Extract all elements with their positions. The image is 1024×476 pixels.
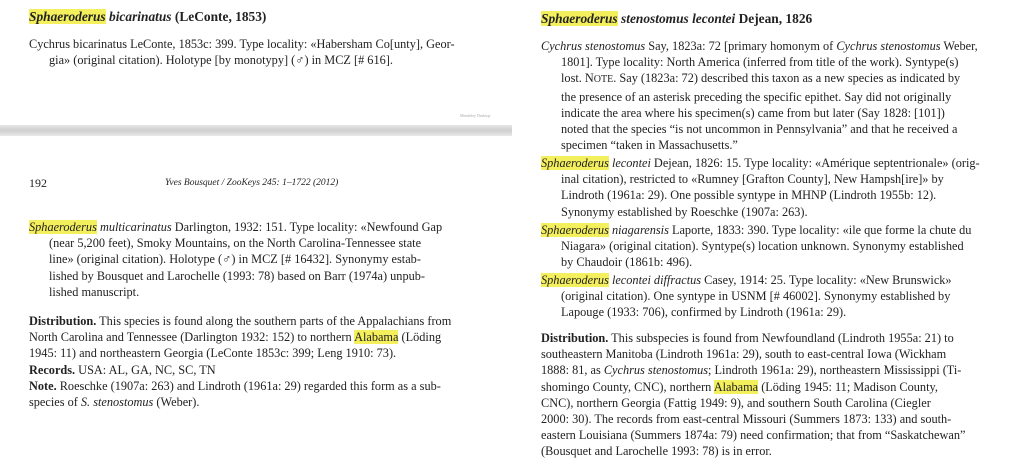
entry-line: (near 5,200 feet), Smoky Mountains, on the North Carolina-Tennessee state [49, 236, 422, 251]
running-head: Yves Bousquet / ZooKeys 245: 1–1722 (2012) [165, 178, 339, 188]
heading-author: Dejean, 1826 [738, 11, 813, 26]
syn1-line-3: lost. NOTE. Say (1823a: 72) described this taxon as a new species as indicated by [561, 71, 961, 86]
entry-line-first: Sphaeroderus multicarinatus Darlington, 1932: 151. Type locality: «Newfound Gap [29, 220, 443, 234]
page-number: 192 [29, 176, 47, 190]
species-name: stenostomus lecontei [621, 11, 736, 26]
synonym-line: Cychrus bicarinatus LeConte, 1853c: 399. Type locality: «Habersham Co[unty], Geor- [29, 37, 455, 51]
species-heading-lecontei [541, 11, 812, 27]
entry-line: line» (original citation). Holotype (♂) in MCZ [# 16432]. Synonymy estab- [49, 252, 421, 267]
genus-name: Sphaeroderus [541, 11, 618, 26]
synonym-block-stenostomus [541, 38, 1011, 153]
note-line-2: species of S. stenostomus (Weber). [29, 395, 200, 410]
distribution-line: southeastern Manitoba (Lindroth 1961a: 29), south to east-central Iowa (Wickham [541, 347, 947, 362]
distribution-line: CNC), northern Georgia (Fattig 1949: 9), and southern South Carolina (Ciegler [541, 395, 931, 410]
note-line: Roeschke (1907a: 263) and Lindroth (1961a: 29) regarded this form as a sub- [56, 378, 441, 393]
distribution-section [541, 330, 1016, 460]
syn1-line-1: Cychrus stenostomus Say, 1823a: 72 [primary homonym of Cychrus stenostomus Weber, [541, 39, 978, 53]
species-name: bicarinatus [109, 9, 172, 24]
syn1-line: 1801]. Type locality: North America (inferred from title of the work). Syntype(s) [561, 55, 959, 70]
syn4-line: (original citation). One syntype in USNM [# 46002]. Synonymy established by [561, 289, 951, 304]
syn3-line: Niagara» (original citation). Syntype(s) location unknown. Synonymy established [561, 239, 964, 254]
synonym-block-multicarinatus [29, 219, 499, 300]
records-text: USA: AL, GA, NC, SC, TN [75, 362, 216, 377]
synonym-line: gia» (original citation). Holotype [by monotypy] (♂) in MCZ [# 616]. [49, 53, 393, 68]
watermark: Mendeley Desktop [460, 113, 491, 118]
distribution-line: 2000: 30). The records from east-central Missouri (Summers 1873: 133) and south- [541, 412, 952, 427]
note-label: Note. [29, 378, 57, 393]
synonym-block-niagarensis [541, 222, 1011, 271]
entry-line: lished by Bousquet and Larochelle (1993: 78) based on Barr (1974a) unpub- [49, 268, 425, 283]
distribution-label: Distribution. [29, 314, 97, 328]
syn1-line: noted that the species “is not uncommon in Pennsylvania” and that he received a [561, 122, 958, 137]
distribution-line: This subspecies is found from Newfoundland (Lindroth 1955a: 21) to [608, 331, 954, 345]
syn4-line: Lapouge (1933: 706), confirmed by Lindroth (1961a: 29). [561, 305, 847, 320]
entry-line: lished manuscript. [49, 284, 140, 299]
syn3-line: by Chaudoir (1861b: 496). [561, 255, 693, 270]
syn2-line: Synonymy established by Roeschke (1907a: 263). [561, 204, 808, 219]
distribution-section [29, 313, 499, 410]
syn1-line: indicate the area where his specimen(s) came from but later (Say 1828: [101]) [561, 105, 945, 120]
synonym-block-diffractus [541, 272, 1011, 321]
syn2-line-1: Sphaeroderus lecontei Dejean, 1826: 15. Type locality: «Amérique septentrionale» (orig- [541, 156, 980, 170]
heading-author: (LeConte, 1853) [174, 9, 267, 24]
distribution-line: This species is found along the southern parts of the Appalachians from [96, 314, 452, 328]
distribution-line: eastern Louisiana (Summers 1874a: 79) need confirmation; that from “Saskatchewan” [541, 428, 966, 443]
species-heading-bicarinatus [29, 9, 266, 25]
right-page [518, 0, 1024, 476]
syn1-line: the presence of an asterisk preceding the specific epithet. Say did not originally [561, 89, 952, 104]
distribution-line-3: 1888: 81, as Cychrus stenostomus; Lindroth 1961a: 29), northeastern Mississippi (Ti- [541, 363, 962, 378]
records-label: Records. [29, 362, 76, 377]
syn2-line: inal citation), restricted to «Rumney [Grafton County], New Hampsh[ire]» by [561, 172, 944, 187]
distribution-line: (Bousquet and Larochelle 1993: 78) is in error. [541, 444, 772, 459]
synonym-block-bicarinatus [29, 36, 489, 68]
distribution-line: 1945: 11) and northeastern Georgia (LeConte 1853c: 399; Leng 1910: 73). [29, 346, 397, 361]
distribution-line-4: shomingo County, CNC), northern Alabama (Löding 1945: 11; Madison County, [541, 379, 938, 394]
genus-name: Sphaeroderus [29, 9, 106, 24]
distribution-label: Distribution. [541, 331, 609, 345]
distribution-line-2: North Carolina and Tennessee (Darlington 1932: 152) to northern Alabama (Löding [29, 330, 442, 345]
syn4-line-1: Sphaeroderus lecontei diffractus Casey, 1914: 25. Type locality: «New Brunswick» [541, 273, 952, 287]
syn2-line: Lindroth (1961a: 29). One possible syntype in MHNP (Lindroth 1955b: 12). [561, 188, 937, 203]
syn1-line: specimen “taken in Massachusetts.” [561, 138, 738, 153]
synonym-block-lecontei [541, 155, 1011, 220]
page-separator [0, 125, 512, 136]
syn3-line-1: Sphaeroderus niagarensis Laporte, 1833: 390. Type locality: «ile que forme la chute du [541, 223, 972, 237]
